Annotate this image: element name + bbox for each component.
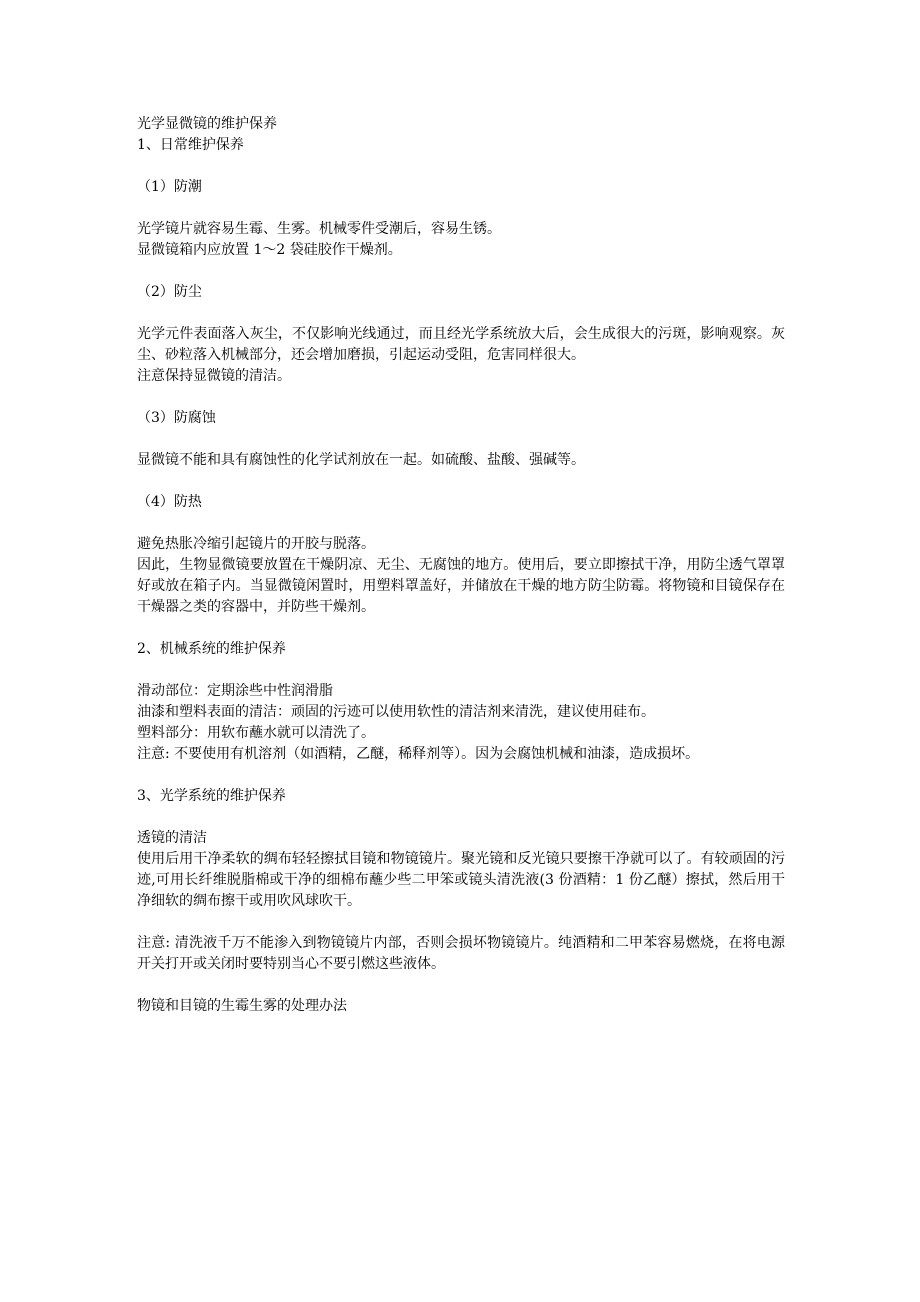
paragraph-line: 塑料部分：用软布蘸水就可以清洗了。 — [137, 725, 375, 741]
spacer — [137, 807, 785, 828]
spacer — [137, 618, 785, 639]
spacer — [137, 261, 785, 282]
paragraph-line: 滑动部位：定期涂些中性润滑脂 — [137, 683, 333, 699]
document-page — [137, 114, 785, 1017]
spacer — [137, 198, 785, 219]
mold-fog-heading: 物镜和目镜的生霉生雾的处理办法 — [137, 998, 347, 1014]
spacer — [137, 471, 785, 492]
paragraph: 使用后用干净柔软的绸布轻轻擦拭目镜和物镜镜片。聚光镜和反光镜只要擦干净就可以了。有较顽固的污迹,可用长纤维脱脂棉或干净的细棉布蘸少些二甲笨或镜头清洗液(3 份酒精：1 份乙醚）擦拭，然后用干净细软的绸布擦干或用吹风球吹干。 — [137, 851, 785, 909]
subsection-corrosion-heading: （3）防腐蚀 — [137, 410, 216, 426]
spacer — [137, 912, 785, 933]
subsection-dust-heading: （2）防尘 — [137, 284, 202, 300]
spacer — [137, 765, 785, 786]
spacer — [137, 975, 785, 996]
paragraph-line: 显微镜不能和具有腐蚀性的化学试剂放在一起。如硫酸、盐酸、强碱等。 — [137, 452, 585, 468]
paragraph-line: 注意保持显微镜的清洁。 — [137, 368, 291, 384]
subsection-heat-heading: （4）防热 — [137, 494, 202, 510]
section-3-heading: 3、光学系统的维护保养 — [137, 788, 286, 804]
spacer — [137, 303, 785, 324]
spacer — [137, 660, 785, 681]
paragraph: 因此，生物显微镜要放置在干燥阴凉、无尘、无腐蚀的地方。使用后，要立即擦拭干净，用防尘透气罩罩好或放在箱子内。当显微镜闲置时，用塑料罩盖好，并储放在干燥的地方防尘防霉。将物镜和目镜保存在干燥器之类的容器中，并防些干燥剂。 — [137, 557, 785, 615]
paragraph-line: 注意: 不要使用有机溶剂（如酒精，乙醚，稀释剂等）。因为会腐蚀机械和油漆，造成损坏。 — [137, 746, 700, 762]
section-1-heading: 1、日常维护保养 — [137, 137, 244, 153]
paragraph: 注意: 清洗液千万不能渗入到物镜镜片内部，否则会损坏物镜镜片。纯酒精和二甲苯容易燃烧，在将电源开关打开或关闭时要特别当心不要引燃这些液体。 — [137, 935, 785, 972]
paragraph-line: 显微镜箱内应放置 1～2 袋硅胶作干燥剂。 — [137, 242, 402, 258]
paragraph-line: 光学镜片就容易生霉、生雾。机械零件受潮后，容易生锈。 — [137, 221, 501, 237]
spacer — [137, 156, 785, 177]
paragraph: 光学元件表面落入灰尘，不仅影响光线通过，而且经光学系统放大后，会生成很大的污斑，影响观察。灰尘、砂粒落入机械部分，还会增加磨损，引起运动受阻，危害同样很大。 — [137, 326, 785, 363]
paragraph-line: 避免热胀冷缩引起镜片的开胶与脱落。 — [137, 536, 375, 552]
subsection-moisture-heading: （1）防潮 — [137, 179, 202, 195]
spacer — [137, 429, 785, 450]
paragraph-line: 油漆和塑料表面的清洁：顽固的污迹可以使用软性的清洁剂来清洗，建议使用硅布。 — [137, 704, 655, 720]
spacer — [137, 387, 785, 408]
document-title: 光学显微镜的维护保养 — [137, 116, 277, 132]
section-2-heading: 2、机械系统的维护保养 — [137, 641, 286, 657]
spacer — [137, 513, 785, 534]
lens-cleaning-heading: 透镜的清洁 — [137, 830, 207, 846]
